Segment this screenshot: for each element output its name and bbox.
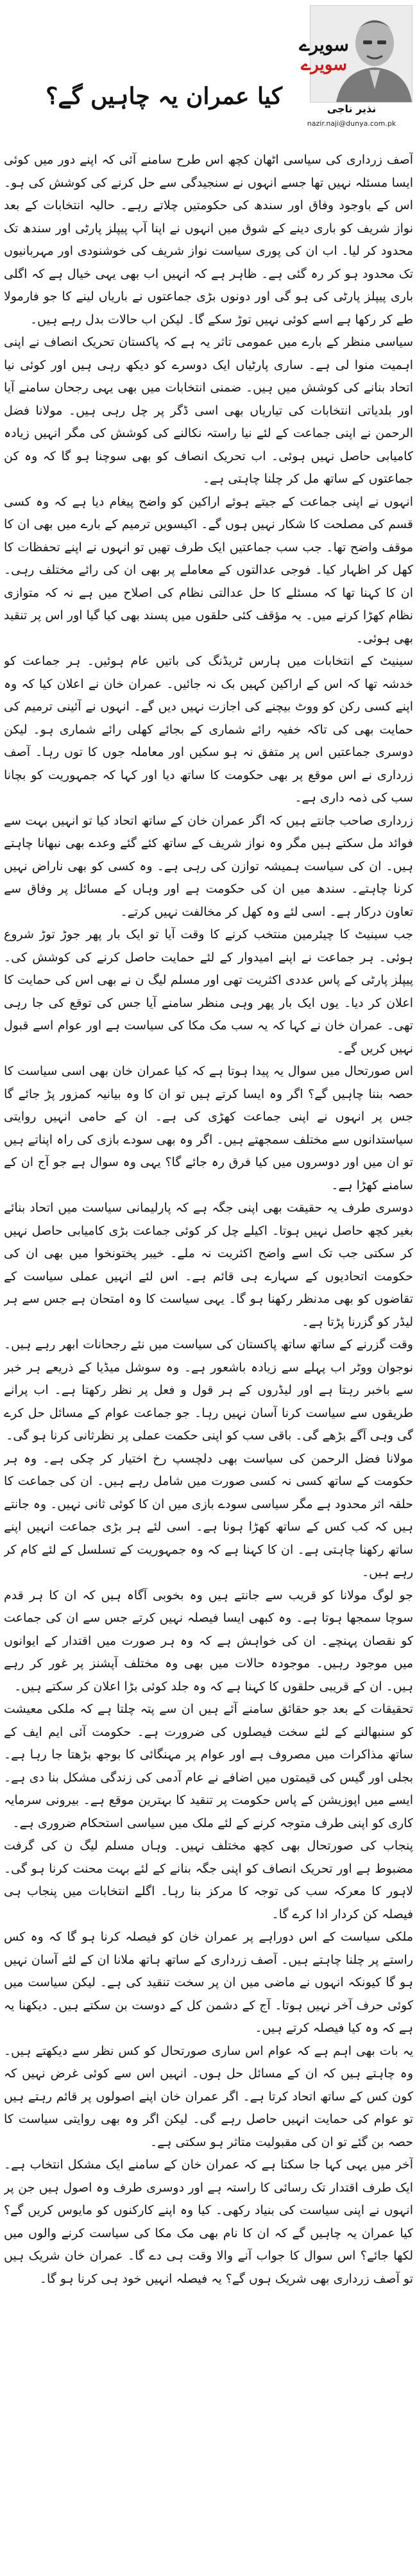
article-paragraph: آصف زرداری کی سیاسی اٹھان کچھ اس طرح سامنے آئی کہ اپنے دور میں کوئی ایسا مسئلہ نہیں تھا جسے انہوں نے سنجیدگی سے حل کرنے کی کوشش کی ہو۔ اس کے باوجود وفاق اور سندھ کی حکومتیں چلاتے رہے۔ حالیہ انتخابات کے بعد نواز شریف کو باری دینے کے شوق میں انہوں نے اپنا آپ پیپلز پارٹی اور سندھ تک محدود کر لیا۔ اب ان کی پوری سیاست نواز شریف کی خوشنودی اور مہربانیوں تک محدود ہو کر رہ گئی ہے۔ ظاہر ہے کہ انہیں اب بھی یہی خیال ہے کہ اگلی باری پیپلز پارٹی کی ہو گی اور دونوں بڑی جماعتوں نے باریاں لینے کا جو فارمولا طے کر رکھا ہے اسے کوئی نہیں توڑ سکے گا۔ لیکن اب حالات بدل رہے ہیں۔ — [4, 153, 413, 327]
article-paragraph: انہوں نے اپنی جماعت کے جیتے ہوئے اراکین کو واضح پیغام دیا ہے کہ وہ کسی قسم کی مصلحت کا شکار نہیں ہوں گے۔ اکیسویں ترمیم کے بارے میں بھی ان کا موقف واضح تھا۔ جب سب جماعتیں ایک طرف تھیں تو انہوں نے اپنے تحفظات کا کھل کر اظہار کیا۔ فوجی عدالتوں کے معاملے پر بھی ان کی رائے مختلف رہی۔ ان کا کہنا تھا کہ مسئلے کا حل عدالتی نظام کی اصلاح میں ہے نہ کہ متوازی نظام کھڑا کرنے میں۔ یہ مؤقف کئی حلقوں میں پسند بھی کیا گیا اور اس پر تنقید بھی ہوئی۔ — [4, 494, 413, 646]
article-paragraph: جب سینیٹ کا چیئرمین منتخب کرنے کا وقت آیا تو ایک بار پھر جوڑ توڑ شروع ہوئی۔ ہر جماعت نے اپنے امیدوار کے لئے حمایت حاصل کرنے کی کوشش کی۔ پیپلز پارٹی کے پاس عددی اکثریت تھی اور مسلم لیگ ن نے بھی اس کی حمایت کا اعلان کر دیا۔ یوں ایک بار پھر وہی منظر سامنے آیا جس کی توقع کی جا رہی تھی۔ عمران خان نے کہا کہ یہ سب مک مکا کی سیاست ہے اور عوام اسے قبول نہیں کریں گے۔ — [4, 927, 413, 1056]
article-paragraph: وقت گزرنے کے ساتھ ساتھ پاکستان کی سیاست میں نئے رجحانات ابھر رہے ہیں۔ نوجوان ووٹر اب پہلے سے زیادہ باشعور ہے۔ وہ سوشل میڈیا کے ذریعے ہر خبر سے باخبر رہتا ہے اور لیڈروں کے ہر قول و فعل پر نظر رکھتا ہے۔ اب پرانے طریقوں سے سیاست کرنا آسان نہیں رہا۔ جو جماعت عوام کے مسائل حل کرے گی وہی آگے بڑھے گی۔ باقی سب کو اپنی حکمت عملی پر نظرثانی کرنا ہو گی۔ — [4, 1337, 413, 1443]
author-name: نذیر ناجی — [327, 103, 377, 115]
article-paragraph: آخر میں یہی کہا جا سکتا ہے کہ عمران خان کے سامنے ایک مشکل انتخاب ہے۔ ایک طرف اقتدار تک رسائی کا راستہ ہے اور دوسری طرف وہ اصول ہیں جن پر انہوں نے اپنی سیاست کی بنیاد رکھی۔ کیا وہ اپنے کارکنوں کو مایوس کریں گے؟ کیا عمران یہ چاہیں گے کہ ان کا نام بھی مک مکا کی سیاست کرنے والوں میں لکھا جائے؟ اس سوال کا جواب آنے والا وقت ہی دے گا۔ عمران خان شریک ہیں تو آصف زرداری بھی شریک ہوں گے؟ یہ فیصلہ انہیں خود ہی کرنا ہو گا۔ — [4, 2158, 413, 2286]
article-paragraph: جو لوگ مولانا کو قریب سے جانتے ہیں وہ بخوبی آگاہ ہیں کہ ان کا ہر قدم سوچا سمجھا ہوتا ہے۔ وہ کبھی ایسا فیصلہ نہیں کرتے جس سے ان کی جماعت کو نقصان پہنچے۔ ان کی خواہش ہے کہ وہ ہر صورت میں اقتدار کے ایوانوں میں موجود رہیں۔ موجودہ حالات میں بھی وہ مختلف آپشنز پر غور کر رہے ہیں۔ ان کے قریبی حلقوں کا کہنا ہے کہ وہ جلد کوئی بڑا اعلان کر سکتے ہیں۔ — [4, 1588, 413, 1694]
article-paragraph: مولانا فضل الرحمن کی سیاست بھی دلچسپ رخ اختیار کر چکی ہے۔ وہ ہر حکومت کے ساتھ کسی نہ کسی صورت میں شامل رہے ہیں۔ ان کی جماعت کا حلقہ اثر محدود ہے مگر سیاسی سودے بازی میں ان کا کوئی ثانی نہیں۔ وہ جانتے ہیں کہ کب کس کے ساتھ کھڑا ہونا ہے۔ اسی لئے ہر بڑی جماعت انہیں اپنے ساتھ رکھنا چاہتی ہے۔ ان کا کہنا ہے کہ وہ جمہوریت کے تسلسل کے لئے کام کر رہے ہیں۔ — [4, 1451, 413, 1579]
article-header — [0, 0, 417, 141]
byline-box — [292, 5, 414, 131]
article-paragraph: دوسری طرف یہ حقیقت بھی اپنی جگہ ہے کہ پارلیمانی سیاست میں اتحاد بنائے بغیر کچھ حاصل نہیں ہوتا۔ اکیلے چل کر کوئی جماعت بڑی کامیابی حاصل نہیں کر سکتی جب تک اسے واضح اکثریت نہ ملے۔ خیبر پختونخوا میں بھی ان کی حکومت اتحادیوں کے سہارے ہی قائم ہے۔ اس لئے انہیں عملی سیاست کے تقاضوں کو بھی مدنظر رکھنا ہو گا۔ یہی سیاست کا وہ امتحان ہے جس سے ہر لیڈر کو گزرنا پڑتا ہے۔ — [4, 1201, 413, 1329]
column-logo — [292, 35, 356, 74]
article-paragraph: ملکی سیاست کے اس دوراہے پر عمران خان کو فیصلہ کرنا ہو گا کہ وہ کس راستے پر چلنا چاہتے ہیں۔ آصف زرداری کے ساتھ ہاتھ ملانا ان کے لئے آسان نہیں ہو گا کیونکہ انہوں نے ماضی میں ان پر سخت تنقید کی ہے۔ لیکن سیاست میں کوئی حرف آخر نہیں ہوتا۔ آج کے دشمن کل کے دوست بن سکتے ہیں۔ دیکھنا یہ ہے کہ وہ کیا فیصلہ کرتے ہیں۔ — [4, 1930, 413, 2035]
article-paragraph: تحقیقات کے بعد جو حقائق سامنے آئے ہیں ان سے پتہ چلتا ہے کہ ملکی معیشت کو سنبھالنے کے لئے سخت فیصلوں کی ضرورت ہے۔ حکومت آئی ایم ایف کے ساتھ مذاکرات میں مصروف ہے اور عوام پر مہنگائی کا بوجھ بڑھتا جا رہا ہے۔ بجلی اور گیس کی قیمتوں میں اضافے نے عام آدمی کی زندگی مشکل بنا دی ہے۔ ایسے میں اپوزیشن کے پاس حکومت پر تنقید کا بہترین موقع ہے۔ بیرونی سرمایہ کاری کو اپنی طرف متوجہ کرنے کے لئے ملک میں سیاسی استحکام ضروری ہے۔ — [4, 1702, 413, 1830]
article-paragraph: پنجاب کی صورتحال بھی کچھ مختلف نہیں۔ وہاں مسلم لیگ ن کی گرفت مضبوط ہے اور تحریک انصاف کو اپنی جگہ بنانے کے لئے بہت محنت کرنا ہو گی۔ لاہور کا معرکہ سب کی توجہ کا مرکز بنا رہا۔ اگلے انتخابات میں پنجاب ہی فیصلہ کن کردار ادا کرے گا۔ — [4, 1839, 413, 1921]
article-paragraph: سینیٹ کے انتخابات میں ہارس ٹریڈنگ کی باتیں عام ہوئیں۔ ہر جماعت کو خدشہ تھا کہ اس کے اراکین کہیں بک نہ جائیں۔ عمران خان نے اعلان کیا کہ وہ اپنے کسی رکن کو ووٹ بیچنے کی اجازت نہیں دیں گے۔ انہوں نے آئینی ترمیم کی حمایت بھی کی تاکہ خفیہ رائے شماری کے بجائے کھلی رائے شماری ہو۔ لیکن دوسری جماعتیں اس پر متفق نہ ہو سکیں اور معاملہ جوں کا توں رہا۔ آصف زرداری نے اس موقع پر بھی حکومت کا ساتھ دیا اور کہا کہ جمہوریت کو بچانا سب کی ذمہ داری ہے۔ — [4, 654, 413, 805]
article-paragraph: زرداری صاحب جانتے ہیں کہ اگر عمران خان کے ساتھ اتحاد کیا تو انہیں بہت سے فوائد مل سکتے ہیں مگر وہ نواز شریف کے ساتھ کئے گئے وعدے بھی نبھانا چاہتے ہیں۔ ان کی سیاست ہمیشہ توازن کی رہی ہے۔ وہ کسی کو بھی ناراض نہیں کرنا چاہتے۔ سندھ میں ان کی حکومت ہے اور وہاں کے مسائل پر وفاق سے تعاون درکار ہے۔ اسی لئے وہ کھل کر مخالفت نہیں کرتے۔ — [4, 813, 413, 919]
author-email: nazir.naji@dunya.com.pk — [307, 119, 396, 128]
article-paragraph: یہ بات بھی اہم ہے کہ عوام اس ساری صورتحال کو کس نظر سے دیکھتے ہیں۔ وہ چاہتے ہیں کہ ان کے مسائل حل ہوں۔ انہیں اس سے کوئی غرض نہیں کہ کون کس کے ساتھ اتحاد کرتا ہے۔ اگر عمران خان اپنے اصولوں پر قائم رہتے ہیں تو عوام کی حمایت انہیں حاصل رہے گی۔ لیکن اگر وہ بھی روایتی سیاست کا حصہ بن گئے تو ان کی مقبولیت متاثر ہو سکتی ہے۔ — [4, 2043, 413, 2149]
column-logo-line2: سویرے — [300, 55, 348, 74]
article-paragraph: اس صورتحال میں سوال یہ پیدا ہوتا ہے کہ کیا عمران خان بھی اسی سیاست کا حصہ بننا چاہیں گے؟ اگر وہ ایسا کرتے ہیں تو ان کا وہ بیانیہ کمزور پڑ جائے گا جس پر انہوں نے اپنی جماعت کھڑی کی ہے۔ ان کے حامی انہیں روایتی سیاستدانوں سے مختلف سمجھتے ہیں۔ اگر وہ بھی سودے بازی کی راہ اپناتے ہیں تو ان میں اور دوسروں میں کیا فرق رہ جائے گا؟ یہی وہ سوال ہے جو آج ان کے سامنے کھڑا ہے۔ — [4, 1064, 413, 1192]
article-body — [4, 149, 413, 2568]
headline: کیا عمران یہ چاہیں گے؟ — [46, 83, 282, 110]
article-paragraph: سیاسی منظر کے بارے میں عمومی تاثر یہ ہے کہ پاکستان تحریک انصاف نے اپنی اہمیت منوا لی ہے۔ ساری پارٹیاں ایک دوسرے کو دیکھ رہی ہیں اور کوئی نیا اتحاد بنانے کی کوشش میں ہیں۔ ضمنی انتخابات میں بھی یہی رجحان سامنے آیا اور بلدیاتی انتخابات کی تیاریاں بھی اسی ڈگر پر چل رہی ہیں۔ مولانا فضل الرحمن نے اپنی جماعت کے لئے نیا راستہ نکالنے کی کوشش کی مگر انہیں زیادہ کامیابی حاصل نہیں ہوئی۔ اب تحریک انصاف کو بھی سوچنا ہو گا کہ وہ کن جماعتوں کے ساتھ مل کر چلنا چاہتی ہے۔ — [4, 335, 413, 486]
column-logo-line1: سویرے — [299, 34, 349, 55]
